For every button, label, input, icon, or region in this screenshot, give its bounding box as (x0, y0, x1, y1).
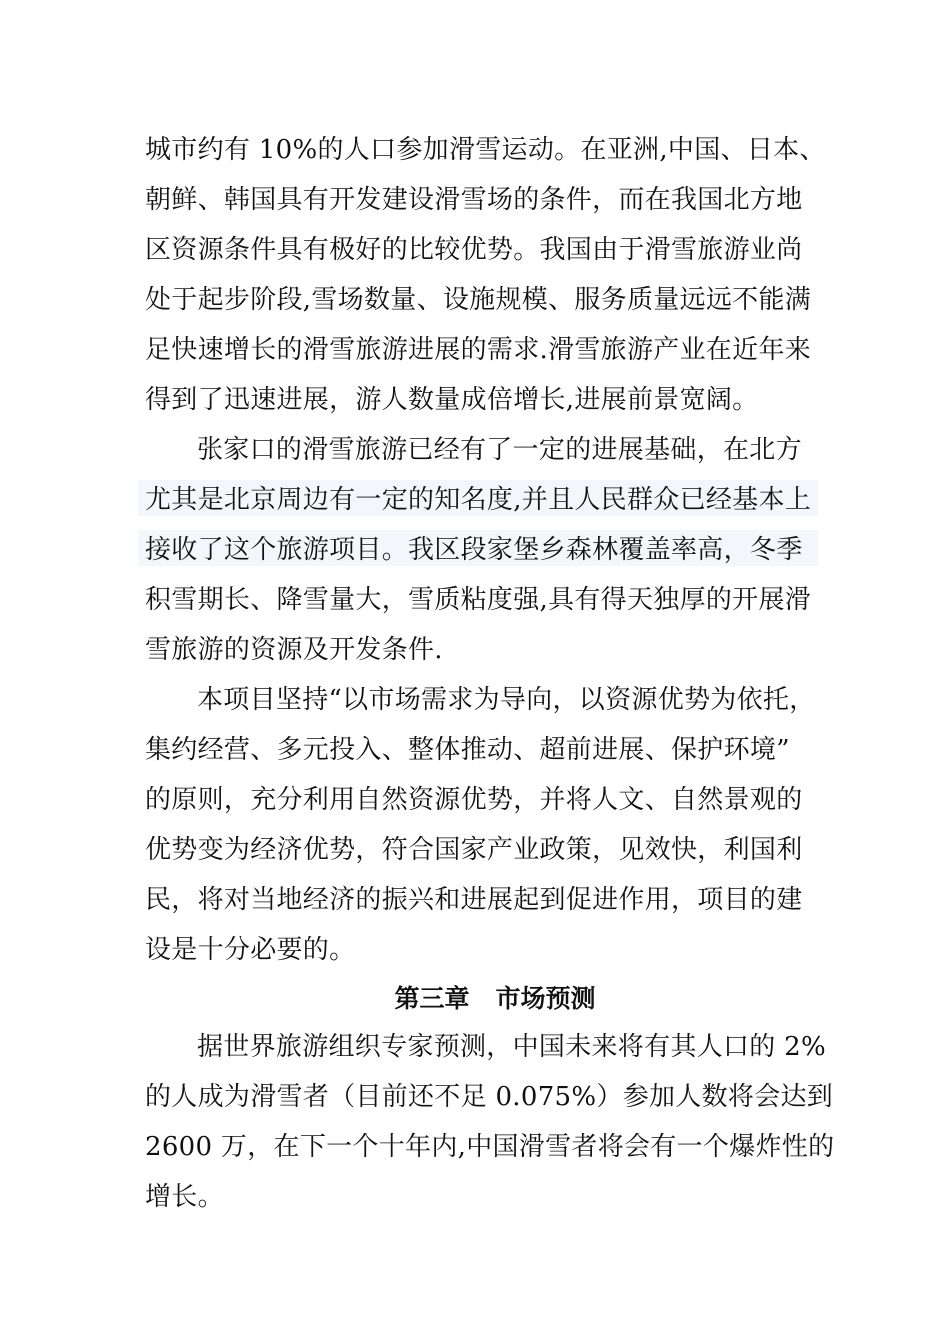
paragraph-line: 增长。 (145, 1182, 224, 1212)
paragraph-line: 的原则，充分利用自然资源优势，并将人文、自然景观的 (145, 785, 803, 815)
paragraph-line: 城市约有 10%的人口参加滑雪运动。在亚洲,中国、日本、 (145, 135, 826, 165)
paragraph-line: 2600 万，在下一个十年内,中国滑雪者将会有一个爆炸性的 (145, 1132, 835, 1162)
paragraph-line: 的人成为滑雪者（目前还不足 0.075%）参加人数将会达到 (145, 1082, 834, 1112)
paragraph-line: 本项目坚持“以市场需求为导向，以资源优势为依托， (197, 685, 816, 715)
paragraph-line: 雪旅游的资源及开发条件. (145, 635, 443, 665)
paragraph-line: 集约经营、多元投入、整体推动、超前进展、保护环境” (145, 735, 790, 765)
paragraph-line: 接收了这个旅游项目。我区段家堡乡森林覆盖率高，冬季 (145, 535, 803, 565)
paragraph-line: 足快速增长的滑雪旅游进展的需求.滑雪旅游产业在近年来 (145, 335, 812, 365)
paragraph-line: 民，将对当地经济的振兴和进展起到促进作用，项目的建 (145, 885, 803, 915)
paragraph-line: 据世界旅游组织专家预测，中国未来将有其人口的 2% (197, 1032, 827, 1062)
paragraph-line: 尤其是北京周边有一定的知名度,并且人民群众已经基本上 (145, 485, 812, 515)
paragraph-line: 积雪期长、降雪量大，雪质粘度强,具有得天独厚的开展滑 (145, 585, 812, 615)
paragraph-line: 设是十分必要的。 (145, 935, 356, 965)
paragraph-line: 优势变为经济优势，符合国家产业政策，见效快，利国利 (145, 835, 803, 865)
chapter-heading: 第三章 市场预测 (394, 984, 596, 1013)
paragraph-line: 区资源条件具有极好的比较优势。我国由于滑雪旅游业尚 (145, 235, 803, 265)
paragraph-line: 张家口的滑雪旅游已经有了一定的进展基础，在北方 (197, 435, 802, 465)
paragraph-line: 处于起步阶段,雪场数量、设施规模、服务质量远远不能满 (145, 285, 812, 315)
paragraph-line: 朝鲜、韩国具有开发建设滑雪场的条件，而在我国北方地 (145, 185, 803, 215)
paragraph-line: 得到了迅速进展，游人数量成倍增长,进展前景宽阔。 (145, 385, 759, 415)
